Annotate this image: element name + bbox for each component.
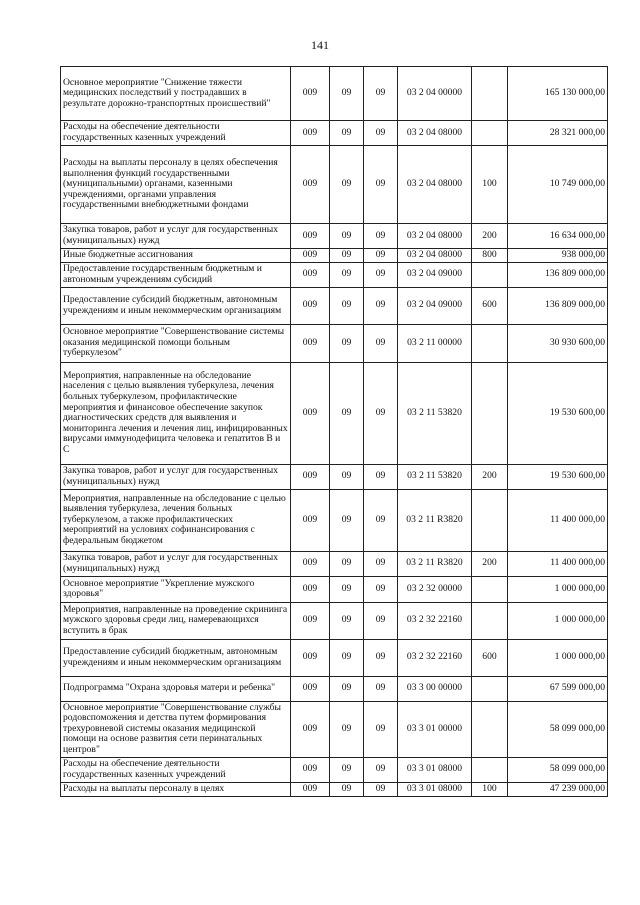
subsection-code: 09 xyxy=(364,287,398,324)
expense-type-code xyxy=(472,576,508,602)
ministry-code: 009 xyxy=(291,324,330,362)
table-row xyxy=(61,676,608,701)
section-code: 09 xyxy=(330,262,364,287)
subsection-code: 09 xyxy=(364,701,398,757)
amount: 938 000,00 xyxy=(508,249,608,263)
table-row xyxy=(61,249,608,263)
expense-type-code: 100 xyxy=(472,146,508,224)
section-code: 09 xyxy=(330,701,364,757)
subsection-code: 09 xyxy=(364,551,398,576)
amount: 10 749 000,00 xyxy=(508,146,608,224)
subsection-code: 09 xyxy=(364,464,398,489)
target-item-code: 03 2 04 09000 xyxy=(398,262,472,287)
amount: 19 530 600,00 xyxy=(508,362,608,464)
target-item-code: 03 2 04 09000 xyxy=(398,287,472,324)
amount: 47 239 000,00 xyxy=(508,782,608,796)
ministry-code: 009 xyxy=(291,362,330,464)
target-item-code: 03 2 11 R3820 xyxy=(398,489,472,551)
expense-type-code: 200 xyxy=(472,224,508,249)
ministry-code: 009 xyxy=(291,551,330,576)
table-row xyxy=(61,464,608,489)
target-item-code: 03 3 01 08000 xyxy=(398,782,472,796)
ministry-code: 009 xyxy=(291,121,330,146)
target-item-code: 03 3 00 00000 xyxy=(398,676,472,701)
ministry-code: 009 xyxy=(291,782,330,796)
expense-type-code: 100 xyxy=(472,782,508,796)
section-code: 09 xyxy=(330,676,364,701)
subsection-code: 09 xyxy=(364,224,398,249)
row-name: Расходы на обеспечение деятельности государственных казенных учреждений xyxy=(61,121,291,146)
ministry-code: 009 xyxy=(291,701,330,757)
amount: 165 130 000,00 xyxy=(508,67,608,121)
expense-type-code xyxy=(472,757,508,782)
subsection-code: 09 xyxy=(364,602,398,639)
table-row xyxy=(61,67,608,121)
table-row xyxy=(61,639,608,676)
ministry-code: 009 xyxy=(291,602,330,639)
section-code: 09 xyxy=(330,489,364,551)
table-row xyxy=(61,757,608,782)
row-name: Закупка товаров, работ и услуг для государственных (муниципальных) нужд xyxy=(61,551,291,576)
ministry-code: 009 xyxy=(291,67,330,121)
row-name: Расходы на выплаты персоналу в целях обеспечения выполнения функций государственными (муниципальными) органами, казенными учреждениями, органами управления государственными внебюджетными фондами xyxy=(61,146,291,224)
subsection-code: 09 xyxy=(364,262,398,287)
ministry-code: 009 xyxy=(291,576,330,602)
amount: 1 000 000,00 xyxy=(508,639,608,676)
target-item-code: 03 3 01 08000 xyxy=(398,757,472,782)
section-code: 09 xyxy=(330,121,364,146)
ministry-code: 009 xyxy=(291,249,330,263)
target-item-code: 03 2 04 08000 xyxy=(398,146,472,224)
ministry-code: 009 xyxy=(291,146,330,224)
subsection-code: 09 xyxy=(364,324,398,362)
row-name: Предоставление государственным бюджетным и автономным учреждениям субсидий xyxy=(61,262,291,287)
subsection-code: 09 xyxy=(364,639,398,676)
target-item-code: 03 2 04 08000 xyxy=(398,121,472,146)
ministry-code: 009 xyxy=(291,639,330,676)
expense-type-code xyxy=(472,701,508,757)
target-item-code: 03 2 04 08000 xyxy=(398,224,472,249)
expense-type-code: 600 xyxy=(472,639,508,676)
section-code: 09 xyxy=(330,67,364,121)
subsection-code: 09 xyxy=(364,489,398,551)
ministry-code: 009 xyxy=(291,262,330,287)
section-code: 09 xyxy=(330,757,364,782)
expense-type-code: 800 xyxy=(472,249,508,263)
row-name: Мероприятия, направленные на обследование населения с целью выявления туберкулеза, лечения больных туберкулезом, профилактические мероприятия и финансовое обеспечение закупок диагностических средств для выявления и мониторинга лечения и лечения лиц, инфицированных вирусами иммунодефицита человека и гепатитов В и С xyxy=(61,362,291,464)
subsection-code: 09 xyxy=(364,676,398,701)
row-name: Основное мероприятие "Укрепление мужского здоровья" xyxy=(61,576,291,602)
amount: 11 400 000,00 xyxy=(508,489,608,551)
expense-type-code xyxy=(472,489,508,551)
target-item-code: 03 2 11 00000 xyxy=(398,324,472,362)
expense-type-code xyxy=(472,67,508,121)
target-item-code: 03 2 11 R3820 xyxy=(398,551,472,576)
subsection-code: 09 xyxy=(364,576,398,602)
amount: 67 599 000,00 xyxy=(508,676,608,701)
amount: 11 400 000,00 xyxy=(508,551,608,576)
subsection-code: 09 xyxy=(364,782,398,796)
expense-type-code: 600 xyxy=(472,287,508,324)
row-name: Предоставление субсидий бюджетным, автономным учреждениям и иным некоммерческим организациям xyxy=(61,639,291,676)
page-number: 141 xyxy=(311,38,329,52)
section-code: 09 xyxy=(330,602,364,639)
row-name: Предоставление субсидий бюджетным, автономным учреждениям и иным некоммерческим организациям xyxy=(61,287,291,324)
amount: 58 099 000,00 xyxy=(508,757,608,782)
row-name: Основное мероприятие "Совершенствование системы оказания медицинской помощи больным туберкулезом" xyxy=(61,324,291,362)
section-code: 09 xyxy=(330,464,364,489)
expense-type-code xyxy=(472,324,508,362)
section-code: 09 xyxy=(330,362,364,464)
table-row xyxy=(61,324,608,362)
expense-type-code: 200 xyxy=(472,551,508,576)
row-name: Закупка товаров, работ и услуг для государственных (муниципальных) нужд xyxy=(61,224,291,249)
table-row xyxy=(61,362,608,464)
target-item-code: 03 2 32 00000 xyxy=(398,576,472,602)
amount: 58 099 000,00 xyxy=(508,701,608,757)
subsection-code: 09 xyxy=(364,67,398,121)
ministry-code: 009 xyxy=(291,287,330,324)
table-row xyxy=(61,489,608,551)
table-row xyxy=(61,262,608,287)
table-row xyxy=(61,701,608,757)
ministry-code: 009 xyxy=(291,464,330,489)
subsection-code: 09 xyxy=(364,757,398,782)
target-item-code: 03 2 32 22160 xyxy=(398,639,472,676)
subsection-code: 09 xyxy=(364,146,398,224)
amount: 16 634 000,00 xyxy=(508,224,608,249)
target-item-code: 03 2 32 22160 xyxy=(398,602,472,639)
section-code: 09 xyxy=(330,249,364,263)
expense-type-code xyxy=(472,262,508,287)
ministry-code: 009 xyxy=(291,224,330,249)
amount: 136 809 000,00 xyxy=(508,262,608,287)
expense-type-code xyxy=(472,121,508,146)
target-item-code: 03 2 11 53820 xyxy=(398,464,472,489)
subsection-code: 09 xyxy=(364,249,398,263)
amount: 28 321 000,00 xyxy=(508,121,608,146)
table-row xyxy=(61,224,608,249)
row-name: Подпрограмма "Охрана здоровья матери и ребенка" xyxy=(61,676,291,701)
section-code: 09 xyxy=(330,287,364,324)
table-row xyxy=(61,602,608,639)
section-code: 09 xyxy=(330,576,364,602)
amount: 30 930 600,00 xyxy=(508,324,608,362)
expense-type-code xyxy=(472,362,508,464)
row-name: Расходы на обеспечение деятельности государственных казенных учреждений xyxy=(61,757,291,782)
section-code: 09 xyxy=(330,639,364,676)
row-name: Иные бюджетные ассигнования xyxy=(61,249,291,263)
budget-table xyxy=(60,66,608,797)
ministry-code: 009 xyxy=(291,676,330,701)
amount: 19 530 600,00 xyxy=(508,464,608,489)
section-code: 09 xyxy=(330,551,364,576)
amount: 1 000 000,00 xyxy=(508,602,608,639)
table-row xyxy=(61,782,608,796)
amount: 136 809 000,00 xyxy=(508,287,608,324)
row-name: Расходы на выплаты персоналу в целях xyxy=(61,782,291,796)
row-name: Закупка товаров, работ и услуг для государственных (муниципальных) нужд xyxy=(61,464,291,489)
subsection-code: 09 xyxy=(364,121,398,146)
row-name: Мероприятия, направленные на проведение скрининга мужского здоровья среди лиц, намеревающихся вступить в брак xyxy=(61,602,291,639)
target-item-code: 03 2 04 00000 xyxy=(398,67,472,121)
subsection-code: 09 xyxy=(364,362,398,464)
table-row xyxy=(61,121,608,146)
amount: 1 000 000,00 xyxy=(508,576,608,602)
table-row xyxy=(61,576,608,602)
target-item-code: 03 2 11 53820 xyxy=(398,362,472,464)
ministry-code: 009 xyxy=(291,489,330,551)
table-row xyxy=(61,146,608,224)
table-body xyxy=(61,67,608,797)
ministry-code: 009 xyxy=(291,757,330,782)
table-row xyxy=(61,551,608,576)
expense-type-code xyxy=(472,676,508,701)
target-item-code: 03 2 04 08000 xyxy=(398,249,472,263)
target-item-code: 03 3 01 00000 xyxy=(398,701,472,757)
section-code: 09 xyxy=(330,782,364,796)
table-row xyxy=(61,287,608,324)
expense-type-code: 200 xyxy=(472,464,508,489)
row-name: Основное мероприятие "Совершенствование службы родовспоможения и детства путем формирования трехуровневой системы оказания медицинской помощи на основе развития сети перинатальных центров" xyxy=(61,701,291,757)
expense-type-code xyxy=(472,602,508,639)
section-code: 09 xyxy=(330,146,364,224)
row-name: Основное мероприятие "Снижение тяжести медицинских последствий у пострадавших в результате дорожно-транспортных происшествий" xyxy=(61,67,291,121)
section-code: 09 xyxy=(330,324,364,362)
row-name: Мероприятия, направленные на обследование с целью выявления туберкулеза, лечения больных туберкулезом, а также профилактических мероприятий на условиях софинансирования с федеральным бюджетом xyxy=(61,489,291,551)
section-code: 09 xyxy=(330,224,364,249)
